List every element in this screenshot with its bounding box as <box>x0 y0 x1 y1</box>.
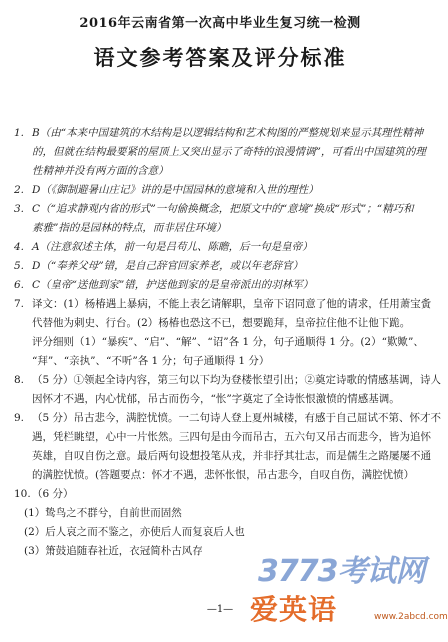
question-number: 7. <box>14 298 25 310</box>
answer-q6 <box>14 276 426 295</box>
question-number: 2. <box>14 184 25 196</box>
answer-q1 <box>14 124 426 181</box>
answer-q9 <box>14 409 442 485</box>
answer-line: A（注意叙述主体，前一句是吕苟儿、陈瞻，后一句是皇帝） <box>32 241 313 253</box>
question-number: 5. <box>14 260 25 272</box>
answer-q3 <box>14 200 426 238</box>
answer-line: D（“奉养父母”错，是自己辞官回家养老，或以年老辞官） <box>32 260 304 272</box>
answer-line: 英雄，自叹自伤之意。最后两句设想投笔从戎，并非抒其壮志，而是儒生之路屡屡不通 <box>32 450 431 462</box>
question-number: 10. <box>14 488 31 500</box>
answer-points: （6 分） <box>32 488 74 500</box>
answer-line: 评分细则（1）“暴疾”、“启”、“解”、“诏”各 1 分，句子通顺得 1 分。(2）“歎歟”、 <box>32 336 424 348</box>
exam-title: 2016年云南省第一次高中毕业生复习统一检测 <box>79 16 361 31</box>
question-number: 4. <box>14 241 25 253</box>
watermark-brand: 爱英语 <box>250 593 338 626</box>
question-number: 1. <box>14 127 25 139</box>
answer-q4 <box>14 238 426 257</box>
answer-q5 <box>14 257 426 276</box>
answer-line: C（皇帝“送他到家”错，护送他到家的是皇帝派出的羽林军） <box>32 279 314 291</box>
answer-line: 因怀才不遇，内心忧郁，吊古而伤今，“怅”字奠定了全诗怅恨激愤的情感基调。 <box>32 393 400 405</box>
answer-line: (2）后人哀之而不鉴之，亦使后人而复哀后人也 <box>24 526 245 538</box>
answer-line: D（《御制避暑山庄记》讲的是中国园林的意境和入世的理性） <box>32 184 319 196</box>
answer-line: B（由“本来中国建筑的木结构是以逻辑结构和艺术构图的严整规划来显示其理性精神 <box>32 127 424 139</box>
document-subtitle: 语文参考答案及评分标准 <box>93 45 347 70</box>
page-number: —1— <box>206 604 234 615</box>
answer-line: （5 分）吊古悲今，满腔忧愤。一二句诗人登上夏州城楼，有感于自己屈试不第、怀才不 <box>32 412 442 424</box>
question-number: 8. <box>14 374 25 386</box>
question-number: 3. <box>14 203 25 215</box>
answer-q2 <box>14 181 426 200</box>
answer-q8 <box>14 371 442 409</box>
answer-line: “拜”、“亲执”、“不听”各 1 分；句子通顺得 1 分） <box>32 355 270 367</box>
answer-line: C（“追求静观内省的形式”一句偷换概念，把原文中的“意境”换成“形式”；“精巧和 <box>32 203 414 215</box>
watermark-url: www.2abcd.com <box>374 612 448 622</box>
answer-q7 <box>14 295 432 371</box>
answer-line: 的满腔忧愤。(答题要点：怀才不遇，悲怀怅恨，吊古悲今，自叹自伤，满腔忧愤） <box>32 469 415 481</box>
question-number: 6. <box>14 279 25 291</box>
answer-line: (3）箫鼓追随春社近，衣冠简朴古风存 <box>24 545 203 557</box>
answer-line: （5 分）①领起全诗内容，第三句以下均为登楼怅望引出；②奠定诗歌的情感基调，诗人 <box>32 374 442 386</box>
question-number: 9. <box>14 412 25 424</box>
answer-line: 的，但就在结构最要紧的屋顶上又突出显示了奇特的浪漫情调”，可看出中国建筑的理 <box>32 146 426 158</box>
answer-list <box>14 124 442 561</box>
answer-line: (1）鸷鸟之不群兮，自前世而固然 <box>24 507 182 519</box>
answer-line: 遇，凭栏眺望，心中一片怅然。三四句是由今而吊古，五六句又吊古而悲今，皆为追怀 <box>32 431 431 443</box>
answer-line: 译文：(1）杨椿遇上暴病，不能上表乞请解职，皇帝下诏同意了他的请求，任用萧宝夤 <box>32 298 432 310</box>
watermark-site: 3773考试网 <box>258 554 425 589</box>
answer-line: 性精神并没有两方面的含意） <box>32 165 169 177</box>
answer-line: 代替他为刺史、行台。(2）杨椿也恐这不已，想要跪拜，皇帝拉住他不让他下跪。 <box>32 317 411 329</box>
answer-line: 素雅”指的是园林的特点，而非居住环境） <box>32 222 227 234</box>
